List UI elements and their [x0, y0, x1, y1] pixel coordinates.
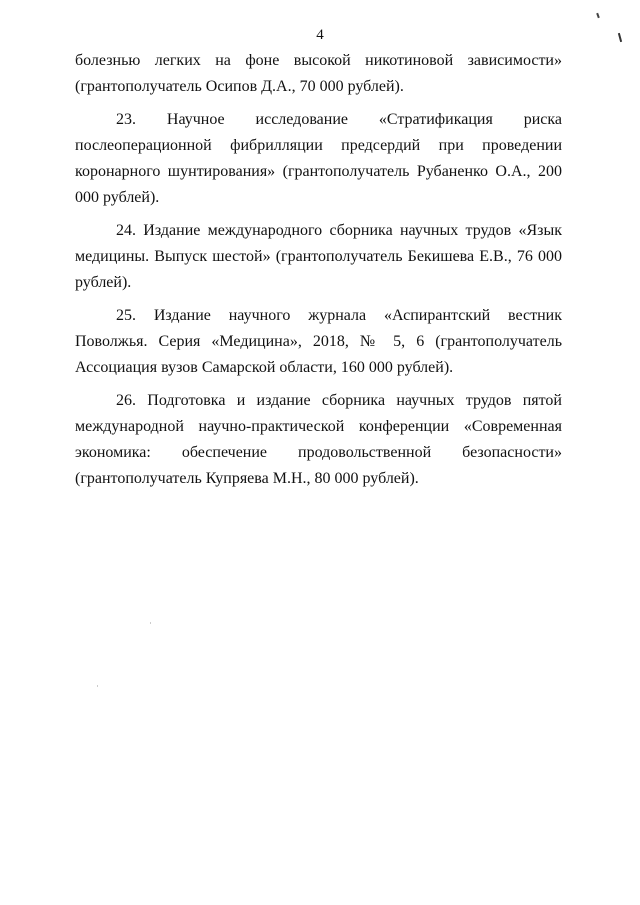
scan-mark	[596, 13, 600, 18]
scan-speck	[97, 685, 98, 687]
paragraph-item-23: 23. Научное исследование «Стратификация риска послеоперационной фибрилляции предсердий при проведении коронарного шунтирования» (грантополучатель Рубаненко О.А., 200 000 рублей).	[75, 111, 562, 206]
paragraph-continuation: болезнью легких на фоне высокой никотиновой зависимости» (грантополучатель Осипов Д.А., 70 000 рублей).	[75, 52, 562, 95]
paragraph-item-26: 26. Подготовка и издание сборника научных трудов пятой международной научно-практической конференции «Современная экономика: обеспечение продовольственной безопасности» (грантополучатель Купряева М.Н., 80 000 рублей).	[75, 392, 562, 487]
paragraph-item-25: 25. Издание научного журнала «Аспирантский вестник Поволжья. Серия «Медицина», 2018, № 5, 6 (грантополучатель Ассоциация вузов Самарской области, 160 000 рублей).	[75, 307, 562, 376]
document-body	[75, 48, 562, 499]
paragraph-item-24: 24. Издание международного сборника научных трудов «Язык медицины. Выпуск шестой» (грантополучатель Бекишева Е.В., 76 000 рублей).	[75, 222, 562, 291]
page-number: 4	[316, 27, 324, 43]
scan-speck	[150, 622, 151, 624]
